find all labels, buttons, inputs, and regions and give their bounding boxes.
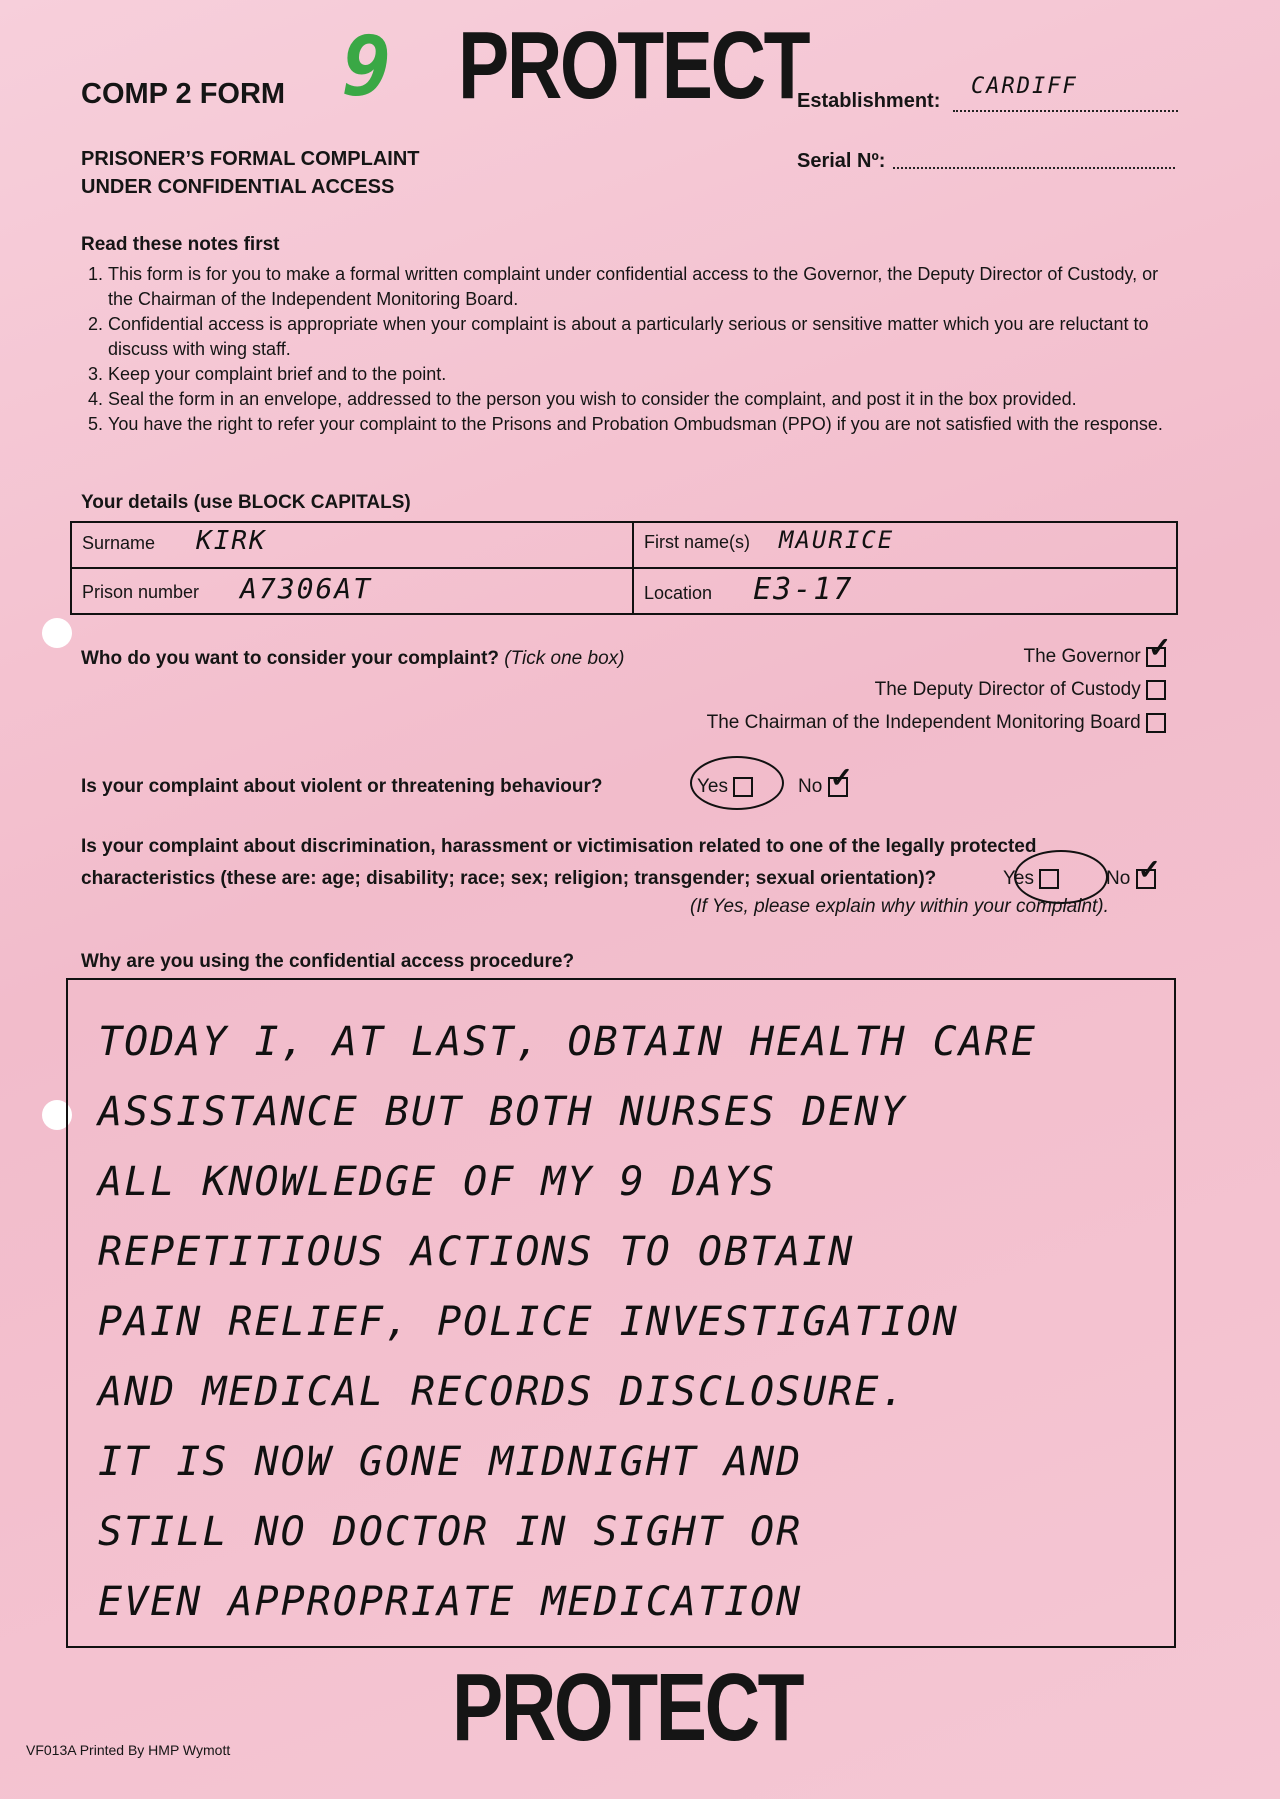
- form-name: COMP 2 FORM: [81, 78, 286, 110]
- reason-line: ALL KNOWLEDGE OF MY 9 DAYS: [98, 1159, 777, 1205]
- protect-heading-top: PROTECT: [458, 12, 809, 119]
- violence-yes[interactable]: [697, 776, 753, 798]
- deputy-director-checkbox[interactable]: [1146, 680, 1166, 700]
- governor-checkbox[interactable]: [1146, 647, 1166, 667]
- prison-number-label: Prison number: [82, 582, 200, 602]
- option-imb-chairman-label: The Chairman of the Independent Monitoring Board: [706, 712, 1141, 733]
- option-deputy-director[interactable]: [600, 679, 1166, 712]
- reason-line: STILL NO DOCTOR IN SIGHT OR: [98, 1509, 803, 1555]
- notes-list: [81, 262, 1171, 437]
- first-name-value: MAURICE: [779, 526, 895, 554]
- discrimination-no-label: No: [1106, 868, 1131, 889]
- first-name-cell[interactable]: [633, 522, 1177, 568]
- reason-textarea[interactable]: [66, 978, 1176, 1648]
- note-item: 2. Confidential access is appropriate when your complaint is about a particularly serious or sensitive matter which you are reluctant to discuss with wing staff.: [108, 312, 1171, 362]
- prison-number-cell[interactable]: [71, 568, 633, 614]
- surname-cell[interactable]: [71, 522, 633, 568]
- recipient-question-row: [81, 648, 625, 670]
- reason-line: EVEN APPROPRIATE MEDICATION: [98, 1579, 803, 1625]
- subtitle-line1: PRISONER’S FORMAL COMPLAINT: [81, 148, 420, 170]
- option-deputy-director-label: The Deputy Director of Custody: [874, 679, 1141, 700]
- protect-heading-bottom: PROTECT: [452, 1654, 803, 1761]
- location-value: E3-17: [753, 572, 854, 607]
- surname-value: KIRK: [196, 526, 267, 556]
- reason-line: IT IS NOW GONE MIDNIGHT AND: [98, 1439, 803, 1485]
- location-label: Location: [644, 583, 713, 603]
- recipient-instruction: (Tick one box): [504, 648, 625, 669]
- violence-no-checkbox[interactable]: [828, 777, 848, 797]
- establishment-field: [953, 74, 1178, 112]
- note-item: 1. This form is for you to make a formal written complaint under confidential access to the Governor, the Deputy Director of Custody, or the Chairman of the Independent Monitoring Board.: [108, 262, 1171, 312]
- violence-yes-label: Yes: [697, 776, 728, 797]
- violence-yes-checkbox[interactable]: [733, 777, 753, 797]
- subtitle-line2: UNDER CONFIDENTIAL ACCESS: [81, 176, 395, 198]
- serial-label: Serial Nº:: [797, 150, 886, 172]
- discrimination-note: (If Yes, please explain why within your complaint).: [690, 896, 1109, 917]
- option-imb-chairman[interactable]: [600, 712, 1166, 745]
- location-cell[interactable]: [633, 568, 1177, 614]
- option-governor[interactable]: [600, 646, 1166, 679]
- details-heading: Your details (use BLOCK CAPITALS): [81, 492, 411, 513]
- prison-number-value: A7306AT: [240, 572, 373, 605]
- surname-label: Surname: [82, 533, 156, 553]
- reason-question: Why are you using the confidential access procedure?: [81, 951, 575, 972]
- margin-mark: 9: [342, 20, 394, 115]
- violence-no[interactable]: [798, 776, 848, 798]
- reason-line: AND MEDICAL RECORDS DISCLOSURE.: [98, 1369, 907, 1415]
- serial-field: [893, 151, 1175, 169]
- punch-hole-top: [42, 618, 72, 648]
- discrimination-no-checkbox[interactable]: [1136, 869, 1156, 889]
- establishment-value: CARDIFF: [971, 74, 1078, 99]
- option-governor-label: The Governor: [1023, 646, 1141, 667]
- imb-chairman-checkbox[interactable]: [1146, 713, 1166, 733]
- note-item: 4. Seal the form in an envelope, addressed to the person you wish to consider the complaint, and post it in the box provided.: [108, 387, 1171, 412]
- printed-by: VF013A Printed By HMP Wymott: [26, 1742, 231, 1758]
- discrimination-no[interactable]: [1106, 868, 1156, 890]
- discrimination-yes-label: Yes: [1003, 868, 1034, 889]
- discrimination-question-line1: Is your complaint about discrimination, harassment or victimisation related to one of the legally protected: [81, 836, 1037, 857]
- first-name-label: First name(s): [644, 532, 751, 552]
- violence-question: Is your complaint about violent or threatening behaviour?: [81, 776, 603, 797]
- recipient-options: [600, 646, 1166, 745]
- violence-no-label: No: [798, 776, 823, 797]
- recipient-question: Who do you want to consider your complaint?: [81, 648, 499, 669]
- reason-line: REPETITIOUS ACTIONS TO OBTAIN: [98, 1229, 855, 1275]
- note-item: 5. You have the right to refer your complaint to the Prisons and Probation Ombudsman (PPO) if you are not satisfied with the response.: [108, 412, 1171, 437]
- establishment-label: Establishment:: [797, 90, 941, 112]
- details-table: [70, 521, 1178, 615]
- reason-line: TODAY I, AT LAST, OBTAIN HEALTH CARE: [98, 1019, 1037, 1065]
- reason-line: ASSISTANCE BUT BOTH NURSES DENY: [98, 1089, 907, 1135]
- discrimination-question-line2: characteristics (these are: age; disability; race; sex; religion; transgender; sexual orientation)?: [81, 868, 937, 889]
- note-item: 3. Keep your complaint brief and to the point.: [108, 362, 1171, 387]
- reason-line: PAIN RELIEF, POLICE INVESTIGATION: [98, 1299, 959, 1345]
- notes-heading: Read these notes first: [81, 234, 280, 255]
